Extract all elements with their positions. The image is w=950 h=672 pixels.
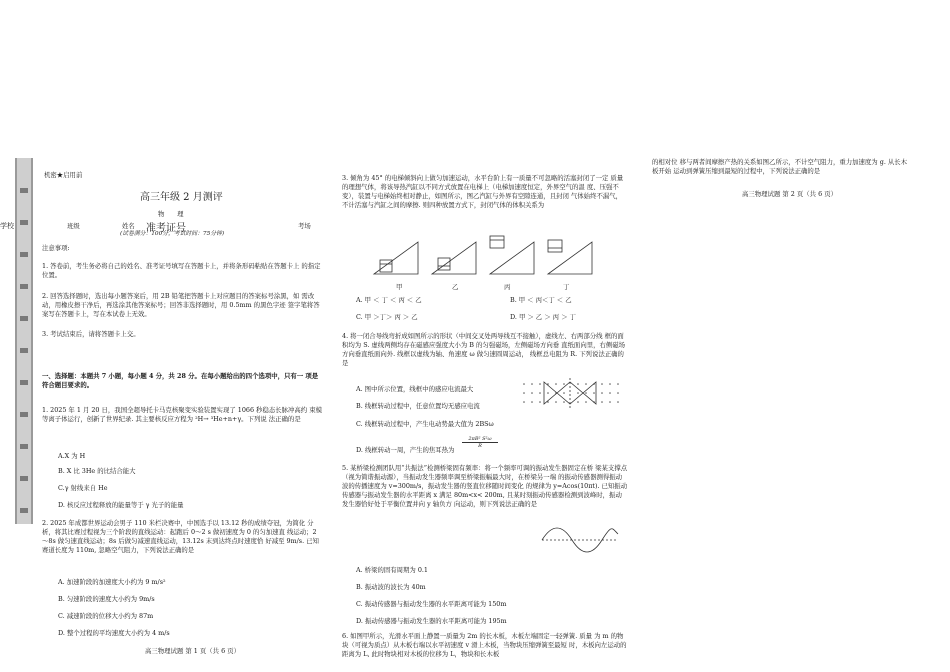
note-item: 3. 考试结束后，请将答题卡上交。 — [42, 330, 140, 338]
question-2-stem: 2. 2025 年成都世界运动会男子 110 米栏决赛中，中国选手以 13.12 秒的成绩夺冠，为简化 分析，将其比赛过程视为三个阶段的直线运动：起跑后 0～2 s 做初速度为 0 的匀加速直 线运动；2～8s 做匀速直线运动；8s 后做匀减速直线运动，13.12s 末到达终点时速度恰 好减至 9m/s. 已知赛道长度为 110m, 忽略空气阻力，下列说法正确的是 — [42, 519, 319, 554]
q6-continuation: 的相对位 移与两者间摩擦产热的关系如图乙所示，不计空气阻力，重力加速度为 g. 从长木板开始 运动到弹簧压缩到最短的过程中，下列说法正确的是 — [652, 158, 908, 175]
field-class: 班级 — [67, 222, 80, 230]
field-room: 考场 — [298, 222, 311, 230]
q4-option-c: C. 线框转动过程中，产生电动势最大值为 2BSω — [356, 420, 494, 428]
page-2-footer: 高三物理试题 第 2 页（共 6 页） — [742, 190, 837, 198]
q3-option-c: C. 甲 ＞丁＞ 丙 ＞ 乙 — [356, 313, 418, 321]
q5-option-d: D. 振动传感器与振动发生器的水平距离可能为 195m — [356, 617, 507, 625]
q2-option-a: A. 加速阶段的加速度大小约为 9 m/s² — [58, 578, 166, 586]
q2-option-b: B. 匀速阶段的速度大小约为 9m/s — [58, 595, 155, 603]
formula-denominator: R — [478, 443, 482, 449]
q4-option-a: A. 图中所示位置，线框中的感应电流最大 — [356, 385, 474, 393]
exam-meta: (试卷满分：100分，考试时间：75分钟) — [120, 231, 225, 237]
figure-bing — [490, 236, 534, 274]
exam-title: 高三年级 2 月测评 — [140, 192, 223, 203]
confidential-mark: 机密★启用前 — [44, 171, 83, 179]
q5-option-a: A. 桥梁的固有周期为 0.1 — [356, 566, 428, 574]
candidate-number-label: 准考证号 — [146, 223, 186, 234]
q5-option-b: B. 振动波的波长为 40m — [356, 583, 426, 591]
subject-label: 物 理 — [158, 210, 184, 218]
q4-figure — [518, 378, 622, 408]
question-4-stem: 4. 将一闭合导线弯折成如图所示的形状（中间交叉处两导线互不接触），虚线左、右两部分线 框的面积均为 S. 虚线两侧均存在磁感应强度大小为 B 的匀强磁场，左侧磁场方向垂 直纸面向里，右侧磁场方向垂直纸面向外. 线框以虚线为轴、角速度 ω 做匀速圆周运动， 线框总电阻为 R. 下列说法正确的是 — [342, 332, 626, 367]
q1-option-c: C.γ 射线来自 He — [58, 484, 108, 492]
q3-option-a: A. 甲 ＜ 丁 ＜ 丙 ＜ 乙 — [356, 296, 422, 304]
q4-option-d: D. 线框转动一周，产生的焦耳热为 — [356, 446, 455, 454]
q3-option-b: B. 甲 ＜ 丙＜丁 ＜ 乙 — [510, 296, 572, 304]
field-name: 姓名 — [122, 222, 135, 230]
figure-yi — [432, 242, 476, 274]
note-item: 2. 回答选择题时，选出每小题答案后，用 2B 铅笔把答题卡上对应题目的答案标号涂黑，如 需改动，用橡皮擦干净后，再选涂其他答案标号；回答非选择题时，用 0.5mm 的黑色字迹 签字笔将答案写在答题卡上，写在本试卷上无效。 — [42, 292, 320, 318]
q3-figure — [372, 228, 602, 290]
q5-figure — [540, 520, 620, 560]
q2-option-d: D. 整个过程的平均速度大小约为 4 m/s — [58, 629, 170, 637]
page-1-footer: 高三物理试题 第 1 页（共 6 页） — [145, 647, 240, 655]
school-label: 学校 — [0, 222, 14, 230]
question-1-stem: 1. 2025 年 1 月 20 日，我国全超导托卡马克核聚变实验装置实现了 1066 秒稳态长脉冲高约 束模等离子体运行，创新了世界纪录. 其主要核反应方程为 ²H→ ³He+n+γ。下列说 法正确的是 — [42, 406, 322, 423]
q3-option-d: D. 甲 ＞ 乙 ＞ 丙 ＞ 丁 — [510, 313, 576, 321]
notes-heading: 注意事项: — [42, 244, 70, 252]
q2-option-c: C. 减速阶段的位移大小约为 87m — [58, 612, 154, 620]
figure-jia — [374, 242, 418, 274]
binding-strip — [15, 158, 33, 524]
q1-option-d: D. 核反应过程释放的能量等于 γ 光子的能量 — [58, 501, 184, 509]
question-3-stem: 3. 倾角为 45° 的电梯倾斜向上做匀加速运动，水平台阶上有一质量不可忽略的活塞封闭了一定 质量的理想气体，将该导热汽缸以不同方式放置在电梯上（电梯加速度恒定，外界空气的温 度、压强不变），装置与电梯始终相对静止，如图所示，图乙汽缸与外界有空隙连通，且封闭 气体始终不漏气，不计活塞与汽缸之间的摩擦. 则四种放置方式下，封闭气体的体积关系为 — [342, 174, 624, 209]
question-5-stem: 5. 某桥梁检测团队用“共振法”检测桥梁固有频率：将一个频率可调的振动发生器固定在桥 梁某支撑点（视为简谐振动源），当振动发生器频率调至桥梁振幅最大时，在桥梁另一端 的振动传感器测得振动波的传播速度为 v=300m/s，振动发生器的竖直位移随时间变化 的规律为 y=Acos(10πt). 已知振动传感器与振动发生器的水平距离 x 满足 80m<x< 200m, 且某时刻振动传感器检测到波峰时，振动发生器恰好处于平衡位置并向 y 轴负方 向运动，则下列说法正确的是 — [342, 464, 628, 508]
q3-label-bing: 丙 — [504, 283, 511, 291]
q3-label-yi: 乙 — [452, 283, 459, 291]
note-item: 1. 答卷前，考生务必将自己的姓名、准考证号填写在答题卡上，并将条形码粘贴在答题卡上 的指定位置。 — [42, 262, 321, 279]
q4-formula — [462, 436, 498, 449]
q3-label-ding: 丁 — [563, 283, 570, 291]
formula-numerator: 2πB² S²ω — [462, 436, 498, 443]
section-heading: 一、选择题：本题共 7 小题，每小题 4 分，共 28 分。在每小题给出的四个选项中，只有一 项是 符合题目要求的。 — [42, 372, 319, 389]
q1-option-a: A.X 为 H — [58, 452, 86, 460]
q1-option-b: B. X 比 3He 的比结合能大 — [58, 467, 136, 475]
figure-ding — [548, 240, 592, 274]
q5-option-c: C. 振动传感器与振动发生器的水平距离可能为 150m — [356, 600, 507, 608]
q3-label-jia: 甲 — [396, 283, 403, 291]
q4-option-b: B. 线框转动过程中，任意位置均无感应电流 — [356, 402, 480, 410]
question-6-stem: 6. 如图甲所示，光滑水平面上静置一质量为 2m 的长木板，木板左端固定一轻弹簧. 质量 为 m 的物块（可视为质点）从木板右端以水平初速度 v 滑上木板，当物块压缩弹簧至最短 时，木板向左运动的距离为 L, 此时物块相对木板的位移为 L，物块和长木板 — [342, 632, 627, 658]
